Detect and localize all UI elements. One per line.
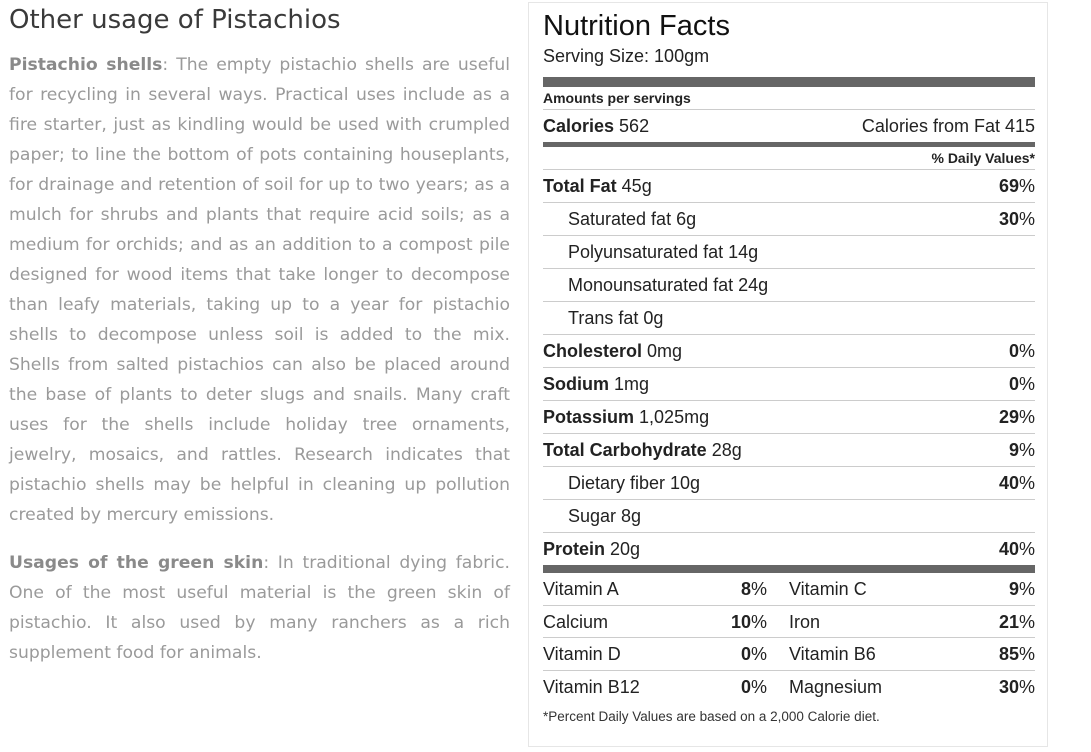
vitamin-name: Vitamin B6 (789, 644, 876, 664)
nutrient-row (543, 269, 1035, 302)
nutrient-name: Total Fat (543, 176, 617, 196)
nutrient-rows (543, 170, 1035, 565)
green-skin-term: Usages of the green skin (9, 553, 264, 573)
vitamin-percent-value: 10 (730, 611, 751, 632)
vitamin-name: Vitamin D (543, 644, 621, 664)
vitamin-percent-value: 0 (740, 676, 751, 697)
nutrient-name: Sodium (543, 374, 609, 394)
nutrient-percent (999, 203, 1035, 235)
vitamin-name: Calcium (543, 611, 609, 632)
calories-label: Calories (543, 116, 615, 136)
nutrient-amount: 0mg (642, 341, 683, 361)
vitamin-cell (789, 606, 1035, 639)
footnote: *Percent Daily Values are based on a 2,000 Calorie diet. (543, 709, 880, 724)
percent-sign: % (750, 676, 767, 697)
percent-sign: % (1018, 644, 1035, 664)
nutrient-percent (1009, 335, 1035, 367)
nutrient-name: Protein (543, 539, 606, 559)
nutrition-facts-panel (528, 2, 1048, 747)
shells-text: : The empty pistachio shells are useful for recycling in several ways. Practical uses include as a fire starter, just as kindling would be used with crumpled paper; to line the bottom of pots containing houseplants, for drainage and retention of soil for up to two years; as a mulch for shrubs and plants that require acid soils; as a medium for orchids; and as an addition to a compost pile designed for wood items that take longer to decompose than leafy materials, taking up to a year for pistachio shells to decompose unless soil is added to the mix. Shells from salted pistachios can also be placed around the base of plants to deter slugs and snails. Many craft uses for the shells include holiday tree ornaments, jewelry, mosaics, and rattles. Research indicates that pistachio shells may be helpful in cleaning up pollution created by mercury emissions. (9, 55, 510, 525)
nutrient-name: Potassium (543, 407, 635, 427)
percent-sign: % (1018, 374, 1035, 394)
nutrient-row (543, 500, 1035, 533)
shells-term: Pistachio shells (9, 55, 163, 75)
nutrient-row (543, 368, 1035, 401)
calories-value: 562 (614, 116, 650, 136)
vitamin-cell (543, 671, 789, 704)
nutrient-percent (999, 533, 1035, 565)
calories-row (543, 110, 1035, 142)
nutrient-row (543, 434, 1035, 467)
vitamin-name: Vitamin C (789, 579, 867, 599)
nutrient-percent-value: 30 (998, 209, 1019, 229)
nutrient-name: Dietary fiber 10g (568, 473, 701, 493)
nutrient-percent-value: 0 (1008, 341, 1019, 361)
nutrient-row (543, 170, 1035, 203)
nutrient-percent-value: 69 (998, 176, 1019, 196)
nutrient-percent (1009, 434, 1035, 466)
divider-vitamins (543, 565, 1035, 573)
green-skin-text: : In traditional dying fabric. One of the most useful material is the green skin of pistachio. It also used by many ranchers as a rich supplement food for animals. (9, 553, 510, 663)
nutrient-row (543, 236, 1035, 269)
divider-thick (543, 77, 1035, 87)
percent-sign: % (1018, 176, 1035, 196)
percent-sign: % (1018, 341, 1035, 361)
nutrient-amount: 1,025mg (634, 407, 710, 427)
vitamin-cell (543, 606, 789, 639)
nutrient-row (543, 467, 1035, 500)
vitamin-percent (999, 606, 1035, 638)
nutrition-title: Nutrition Facts (543, 10, 730, 42)
nutrient-percent-value: 0 (1008, 374, 1019, 394)
vitamin-name: Magnesium (789, 676, 883, 697)
nutrient-amount: 20g (605, 539, 641, 559)
nutrient-row (543, 335, 1035, 368)
vitamin-percent-value: 21 (998, 611, 1019, 632)
vitamin-percent (731, 606, 767, 638)
nutrient-amount: 28g (706, 440, 742, 460)
percent-sign: % (750, 611, 767, 632)
nutrient-row (543, 401, 1035, 434)
shells-paragraph (9, 50, 510, 530)
nutrient-row (543, 533, 1035, 565)
vitamin-percent (741, 671, 767, 704)
nutrient-row (543, 302, 1035, 335)
vitamin-cell (789, 573, 1035, 606)
nutrient-amount: 45g (616, 176, 652, 196)
percent-sign: % (750, 579, 767, 599)
nutrient-percent (999, 467, 1035, 499)
percent-sign: % (1018, 209, 1035, 229)
nutrient-percent-value: 9 (1008, 440, 1019, 460)
vitamin-percent (999, 671, 1035, 704)
percent-sign: % (1018, 579, 1035, 599)
vitamin-name: Vitamin B12 (543, 676, 640, 697)
nutrient-name: Saturated fat 6g (568, 209, 697, 229)
dv-header: % Daily Values* (931, 150, 1035, 166)
vitamin-percent (741, 573, 767, 605)
nutrient-name: Trans fat 0g (568, 308, 664, 328)
green-skin-paragraph (9, 548, 510, 668)
nutrient-name: Total Carbohydrate (543, 440, 707, 460)
percent-sign: % (1018, 407, 1035, 427)
vitamin-name: Iron (789, 611, 821, 632)
nutrient-percent-value: 40 (998, 473, 1019, 493)
vitamin-grid (543, 573, 1035, 703)
article-heading: Other usage of Pistachios (9, 5, 341, 35)
amounts-label: Amounts per servings (543, 90, 691, 106)
article (9, 0, 510, 668)
vitamin-cell (789, 638, 1035, 671)
percent-sign: % (1018, 440, 1035, 460)
percent-sign: % (1018, 676, 1035, 697)
vitamin-percent-value: 9 (1008, 579, 1019, 599)
vitamin-percent-value: 30 (998, 676, 1019, 697)
percent-sign: % (1018, 611, 1035, 632)
nutrient-percent (999, 401, 1035, 433)
vitamin-cell (789, 671, 1035, 704)
vitamin-percent-value: 0 (740, 644, 751, 664)
nutrient-name: Cholesterol (543, 341, 643, 361)
serving-size: Serving Size: 100gm (543, 46, 710, 66)
nutrient-percent (999, 170, 1035, 202)
vitamin-cell (543, 573, 789, 606)
nutrient-percent-value: 29 (998, 407, 1019, 427)
calories-from-fat: Calories from Fat 415 (861, 116, 1035, 136)
vitamin-percent (999, 638, 1035, 670)
vitamin-cell (543, 638, 789, 671)
nutrient-name: Monounsaturated fat 24g (568, 275, 769, 295)
nutrient-percent (1009, 368, 1035, 400)
amounts-label-row (543, 87, 1035, 110)
percent-sign: % (1018, 473, 1035, 493)
percent-sign: % (1018, 539, 1035, 559)
nutrient-percent-value: 40 (998, 539, 1019, 559)
vitamin-percent (1009, 573, 1035, 605)
vitamin-percent-value: 8 (740, 579, 751, 599)
nutrient-amount: 1mg (609, 374, 650, 394)
dv-header-row (543, 147, 1035, 170)
vitamin-percent-value: 85 (998, 644, 1019, 664)
nutrient-name: Sugar 8g (568, 506, 642, 526)
vitamin-name: Vitamin A (543, 579, 619, 599)
percent-sign: % (750, 644, 767, 664)
vitamin-percent (741, 638, 767, 670)
nutrient-row (543, 203, 1035, 236)
nutrient-name: Polyunsaturated fat 14g (568, 242, 759, 262)
